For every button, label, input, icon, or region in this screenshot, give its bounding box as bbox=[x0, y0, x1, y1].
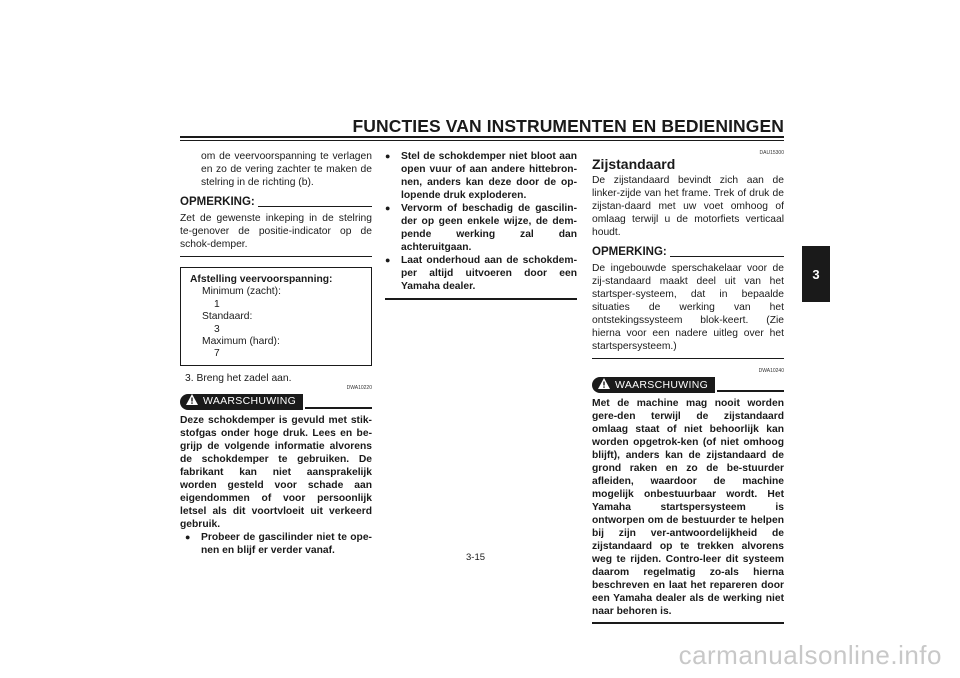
step-3: 3. Breng het zadel aan. bbox=[185, 372, 292, 384]
warning-rule bbox=[717, 390, 784, 392]
watermark: carmanualsonline.info bbox=[678, 640, 942, 670]
section-heading: Zijstandaard bbox=[592, 156, 676, 172]
note-end-rule bbox=[592, 358, 784, 359]
note-text: Zet de gewenste inkeping in de stelring te-genover de positie-indicator op de schok-demper. bbox=[180, 213, 372, 250]
header-rule-thin bbox=[180, 140, 784, 141]
note-header bbox=[592, 245, 784, 259]
spec-max-value: 7 bbox=[214, 348, 220, 360]
spec-max-label: Maximum (hard): bbox=[202, 336, 280, 348]
spec-std-value: 3 bbox=[214, 323, 220, 335]
note-rule bbox=[258, 206, 372, 207]
warning-label-text: WAARSCHUWING bbox=[615, 378, 709, 391]
warning-bullet bbox=[180, 531, 372, 557]
warning-bullet bbox=[385, 254, 577, 293]
note-rule bbox=[670, 256, 784, 257]
page-header-title: FUNCTIES VAN INSTRUMENTEN EN BEDIENINGEN bbox=[352, 116, 784, 136]
intro-text: om de veervoorspanning te verlagen en zo de vering zachter te maken de stelring in de richting (b). bbox=[201, 151, 372, 188]
page-number: 3-15 bbox=[466, 552, 486, 563]
warning-label-text: WAARSCHUWING bbox=[203, 395, 297, 408]
bullet-dot-icon: ● bbox=[385, 255, 391, 265]
bullet-text: Probeer de gascilinder niet te ope-nen en blijf er verder vanaf. bbox=[201, 531, 372, 556]
warning-bullet bbox=[385, 150, 577, 202]
section-code: DAU15300 bbox=[759, 150, 784, 156]
bullet-text: Vervorm of beschadig de gascilin-der op geen enkele wijze, de dem-pende werking zal dan achteruitgaan. bbox=[401, 203, 577, 253]
warning-code: DWA10220 bbox=[346, 384, 372, 391]
warning-bullet bbox=[385, 202, 577, 254]
note-text: De ingebouwde sperschakelaar voor de zij-standaard maakt deel uit van het startsper-systeem, dat in bepaalde situaties de werking van het ontstekingssysteem blok-keert. (Zie hierna voor een nadere uitleg over het startspersysteem.) bbox=[592, 263, 784, 352]
column-left bbox=[180, 150, 372, 557]
section-text: De zijstandaard bevindt zich aan de linker-zijde van het frame. Trek of druk de zijstan-daard met uw voet omhoog of omlaag terwijl u de motorfiets verticaal houdt. bbox=[592, 175, 784, 238]
note-header bbox=[180, 195, 372, 209]
note-end-rule bbox=[180, 256, 372, 257]
header-rule bbox=[180, 136, 784, 138]
bullet-text: Laat onderhoud aan de schokdem-per altijd uitvoeren door een Yamaha dealer. bbox=[401, 255, 577, 292]
warning-triangle-icon bbox=[186, 394, 198, 409]
warning-label bbox=[180, 394, 303, 410]
warning-text: Met de machine mag nooit worden gere-den terwijl de zijstandaard omlaag staat of niet behoorlijk kan worden opgetrok-ken (of niet omhoog blijft), anders kan de zijstandaard de grond raken en zo de be-stuurder afleiden, waardoor de machine mogelijk onbestuurbaar wordt. Het Yamaha startspersysteem is ontworpen om de bestuurder te helpen bij zijn ver-antwoordelijkheid de zijstandaard op te trekken alvorens weg te rijden. Contro-leer dit systeem daarom regelmatig zo-als hierna beschreven en laat het repareren door een Yamaha dealer als de werking niet naar behoren is. bbox=[592, 398, 784, 617]
spec-title: Afstelling veervoorspanning: bbox=[190, 274, 333, 285]
warning-code: DWA10240 bbox=[758, 368, 784, 374]
bullet-text: Stel de schokdemper niet bloot aan open vuur of aan andere hittebron-nen, anders kan deze door de op-lopende druk exploderen. bbox=[401, 151, 577, 201]
spec-box bbox=[180, 267, 372, 366]
warning-label bbox=[592, 377, 715, 393]
bullet-dot-icon: ● bbox=[185, 531, 191, 542]
spec-min-label: Minimum (zacht): bbox=[202, 286, 281, 298]
bullet-dot-icon: ● bbox=[385, 151, 391, 161]
warning-rule bbox=[305, 407, 372, 409]
warning-header bbox=[180, 394, 372, 410]
note-title: OPMERKING: bbox=[592, 246, 667, 258]
column-middle bbox=[385, 150, 577, 300]
note-title: OPMERKING: bbox=[180, 196, 255, 208]
chapter-tab: 3 bbox=[802, 246, 830, 302]
spec-min-value: 1 bbox=[214, 298, 220, 310]
warning-text: Deze schokdemper is gevuld met stik-stofgas onder hoge druk. Lees en be-grijp de volgende informatie alvorens de schokdemper te gebruiken. De fabrikant kan niet aansprakelijk worden gesteld voor schade aan eigendommen of voor persoonlijk letsel als dit voortvloeit uit verkeerd gebruik. bbox=[180, 414, 372, 530]
column-right bbox=[592, 150, 784, 624]
spec-std-label: Standaard: bbox=[202, 311, 253, 323]
warning-end-rule bbox=[385, 298, 577, 300]
bullet-dot-icon: ● bbox=[385, 203, 391, 213]
warning-end-rule bbox=[592, 622, 784, 624]
warning-header bbox=[592, 377, 784, 393]
warning-triangle-icon bbox=[598, 378, 610, 393]
